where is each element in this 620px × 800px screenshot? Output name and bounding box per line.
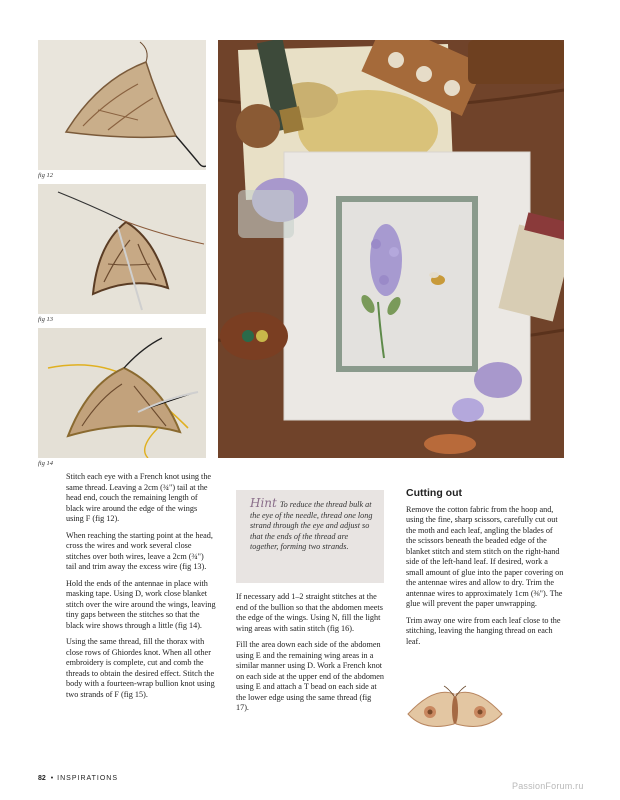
- figure-12-caption: fig 12: [38, 172, 53, 179]
- figure-13-image: [38, 184, 206, 314]
- magazine-name: INSPIRATIONS: [57, 775, 119, 782]
- framed-embroidery-photo: [218, 40, 564, 458]
- paragraph: When reaching the starting point at the head, cross the wires and work several close stitches over both wires, leave a 2cm (¾") tail and trim away the excess wire (fig 13).: [66, 530, 213, 571]
- page-number: 82: [38, 775, 46, 782]
- paragraph: If necessary add 1–2 straight stitches at the end of the bullion so that the abdomen meets the edge of the wings. Using N, fill the light wing areas with satin stitch (fig 16).: [236, 592, 383, 633]
- paragraph: Remove the cotton fabric from the hoop and, using the fine, sharp scissors, carefully cut out the moth and each leaf, angling the blades of the scissors beneath the beaded edge of the blanket stitch and stem stitch on the right-hand side of the left-hand leaf. If desired, work a small amount of glue into the paper covering on the antennae wires and allow to dry. Trim the antennae wires to approximately 1cm (⅜"). The glue will prevent the paper unwrapping.: [406, 504, 564, 608]
- hint-box: [236, 490, 384, 583]
- paragraph: Using the same thread, fill the thorax with close rows of Ghiordes knot. When all other embroidery is complete, cut and comb the threads to obtain the desired effect. Stitch the body with a fourteen-wrap bullion knot using two strands of F (fig 15).: [66, 637, 215, 699]
- figure-13-caption: fig 13: [38, 316, 53, 323]
- instructions-column-2: [236, 592, 386, 720]
- instructions-column-1: [66, 472, 216, 706]
- figure-12-image: [38, 40, 206, 170]
- moth-illustration: [404, 684, 506, 736]
- watermark: PassionForum.ru: [512, 781, 584, 791]
- hint-text: To reduce the thread bulk at the eye of the needle, thread one long strand through the eye and adjust so that the ends of the thread are together, forming two strands.: [250, 500, 373, 552]
- figure-14-image: [38, 328, 206, 458]
- paragraph: Hold the ends of the antennae in place with masking tape. Using D, work close blanket stitch over the wire around the wings, leaving tiny gaps between the stitches so that the black wire shows through a little (fig 14).: [66, 578, 216, 630]
- footer-separator: •: [50, 775, 55, 782]
- paragraph: Trim away one wire from each leaf close to the stitching, leaving the hanging thread on each leaf.: [406, 615, 561, 646]
- paragraph: Fill the area down each side of the abdomen using E and the remaining wing areas in a similar manner using D. Work a French knot on each side at the upper end of the abdomen using E and attach a T bead on each side at the lower edge using the same thread (fig 17).: [236, 640, 385, 712]
- paragraph: Stitch each eye with a French knot using the same thread. Leaving a 2cm (¾") tail at the head end, couch the remaining length of black wire around the edge of the wings using F (fig 12).: [66, 472, 212, 523]
- cutting-out-section: [406, 488, 564, 653]
- section-heading: Cutting out: [406, 487, 462, 499]
- figure-14-caption: fig 14: [38, 460, 53, 467]
- hint-label: Hint: [250, 496, 277, 510]
- page-footer: [38, 775, 118, 782]
